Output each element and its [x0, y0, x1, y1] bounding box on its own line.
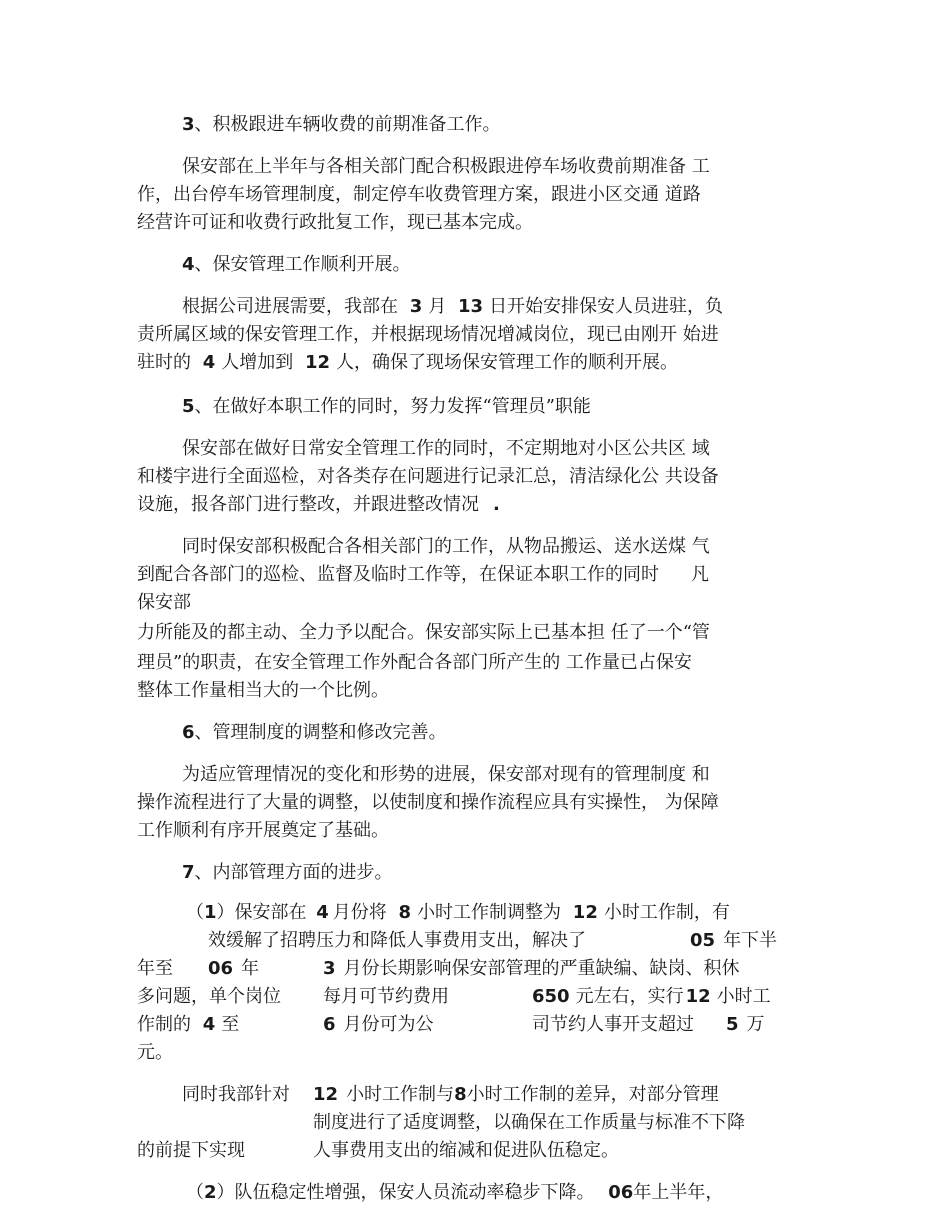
- section-3-heading: 3、积极跟进车辆收费的前期准备工作。: [182, 114, 501, 135]
- item-1-line-2a: 效缓解了招聘压力和降低人事费用支出，解决了: [208, 930, 586, 951]
- item-1-line-3c: 3 月份长期影响保安部管理的严重缺编、缺岗、积休: [323, 958, 740, 979]
- section-3-line-3: 经营许可证和收费行政批复工作，现已基本完成。: [137, 212, 533, 233]
- section-5-p1-line-1: 保安部在做好日常安全管理工作的同时，不定期地对小区公共区 域: [182, 438, 710, 459]
- section-5-p2-line-3: 保安部: [137, 592, 191, 613]
- item-1-line-3a: 年至: [137, 958, 173, 979]
- section-5-p2-line-5: 理员”的职责，在安全管理工作外配合各部门所产生的 工作量已占保安: [137, 652, 692, 673]
- item-1-p2-line-3a: 的前提下实现: [137, 1140, 245, 1161]
- item-1-line-6: 元。: [137, 1042, 173, 1063]
- section-3-line-2: 作，出台停车场管理制度，制定停车收费管理方案，跟进小区交通 道路: [137, 184, 701, 205]
- item-1-p2-line-3b: 人事费用支出的缩减和促进队伍稳定。: [313, 1140, 619, 1161]
- item-1-p2-line-1b: 12 小时工作制与8小时工作制的差异，对部分管理: [313, 1084, 719, 1105]
- section-5-p2-line-1: 同时保安部积极配合各相关部门的工作，从物品搬运、送水送煤 气: [182, 536, 710, 557]
- item-1-line-5b: 6 月份可为公: [323, 1014, 434, 1035]
- item-1-line-4b: 每月可节约费用: [323, 986, 449, 1007]
- section-5-heading: 5、在做好本职工作的同时，努力发挥“管理员”职能: [182, 396, 591, 417]
- item-1-line-5c: 司节约人事开支超过 5 万: [532, 1014, 765, 1035]
- section-6-line-3: 工作顺利有序开展奠定了基础。: [137, 820, 389, 841]
- item-1-line-5a: 作制的 4 至: [137, 1014, 240, 1035]
- item-1-line-4a: 多问题，单个岗位: [137, 986, 281, 1007]
- section-6-line-2: 操作流程进行了大量的调整，以使制度和操作流程应具有实操性， 为保障: [137, 792, 719, 813]
- section-3-line-1: 保安部在上半年与各相关部门配合积极跟进停车场收费前期准备 工: [182, 156, 710, 177]
- section-5-p2-line-6: 整体工作量相当大的一个比例。: [137, 680, 389, 701]
- section-4-line-3: 驻时的 4 人增加到 12 人，确保了现场保安管理工作的顺利开展。: [137, 352, 679, 373]
- item-1-p2-line-2: 制度进行了适度调整，以确保在工作质量与标准不下降: [313, 1112, 745, 1133]
- item-1-line-2b: 05 年下半: [690, 930, 778, 951]
- item-2-line-1: （2）队伍稳定性增强，保安人员流动率稳步下降。 06年上半年，: [186, 1182, 724, 1203]
- section-5-p1-line-3: 设施，报各部门进行整改，并跟进整改情况 .: [137, 494, 500, 515]
- section-5-p2-line-2: 到配合各部门的巡检、监督及临时工作等，在保证本职工作的同时 凡: [137, 564, 709, 585]
- section-4-line-2: 责所属区域的保安管理工作，并根据现场情况增减岗位，现已由刚开 始进: [137, 324, 719, 345]
- item-1-line-1: （1）保安部在 4 月份将 8 小时工作制调整为 12 小时工作制，有: [186, 902, 730, 923]
- item-1-line-4c: 650 元左右，实行 12 小时工: [532, 986, 771, 1007]
- section-4-line-1: 根据公司进展需要，我部在 3 月 13 日开始安排保安人员进驻，负: [182, 296, 724, 317]
- section-7-heading: 7、内部管理方面的进步。: [182, 862, 393, 883]
- item-1-p2-line-1a: 同时我部针对: [182, 1084, 290, 1105]
- section-5-p2-line-4: 力所能及的都主动、全力予以配合。保安部实际上已基本担 任了一个“管: [137, 622, 710, 643]
- item-1-line-3b: 06 年: [208, 958, 260, 979]
- section-6-line-1: 为适应管理情况的变化和形势的进展，保安部对现有的管理制度 和: [182, 764, 710, 785]
- section-4-heading: 4、保安管理工作顺利开展。: [182, 254, 411, 275]
- section-5-p1-line-2: 和楼宇进行全面巡检，对各类存在问题进行记录汇总，清洁绿化公 共设备: [137, 466, 719, 487]
- section-6-heading: 6、管理制度的调整和修改完善。: [182, 722, 447, 743]
